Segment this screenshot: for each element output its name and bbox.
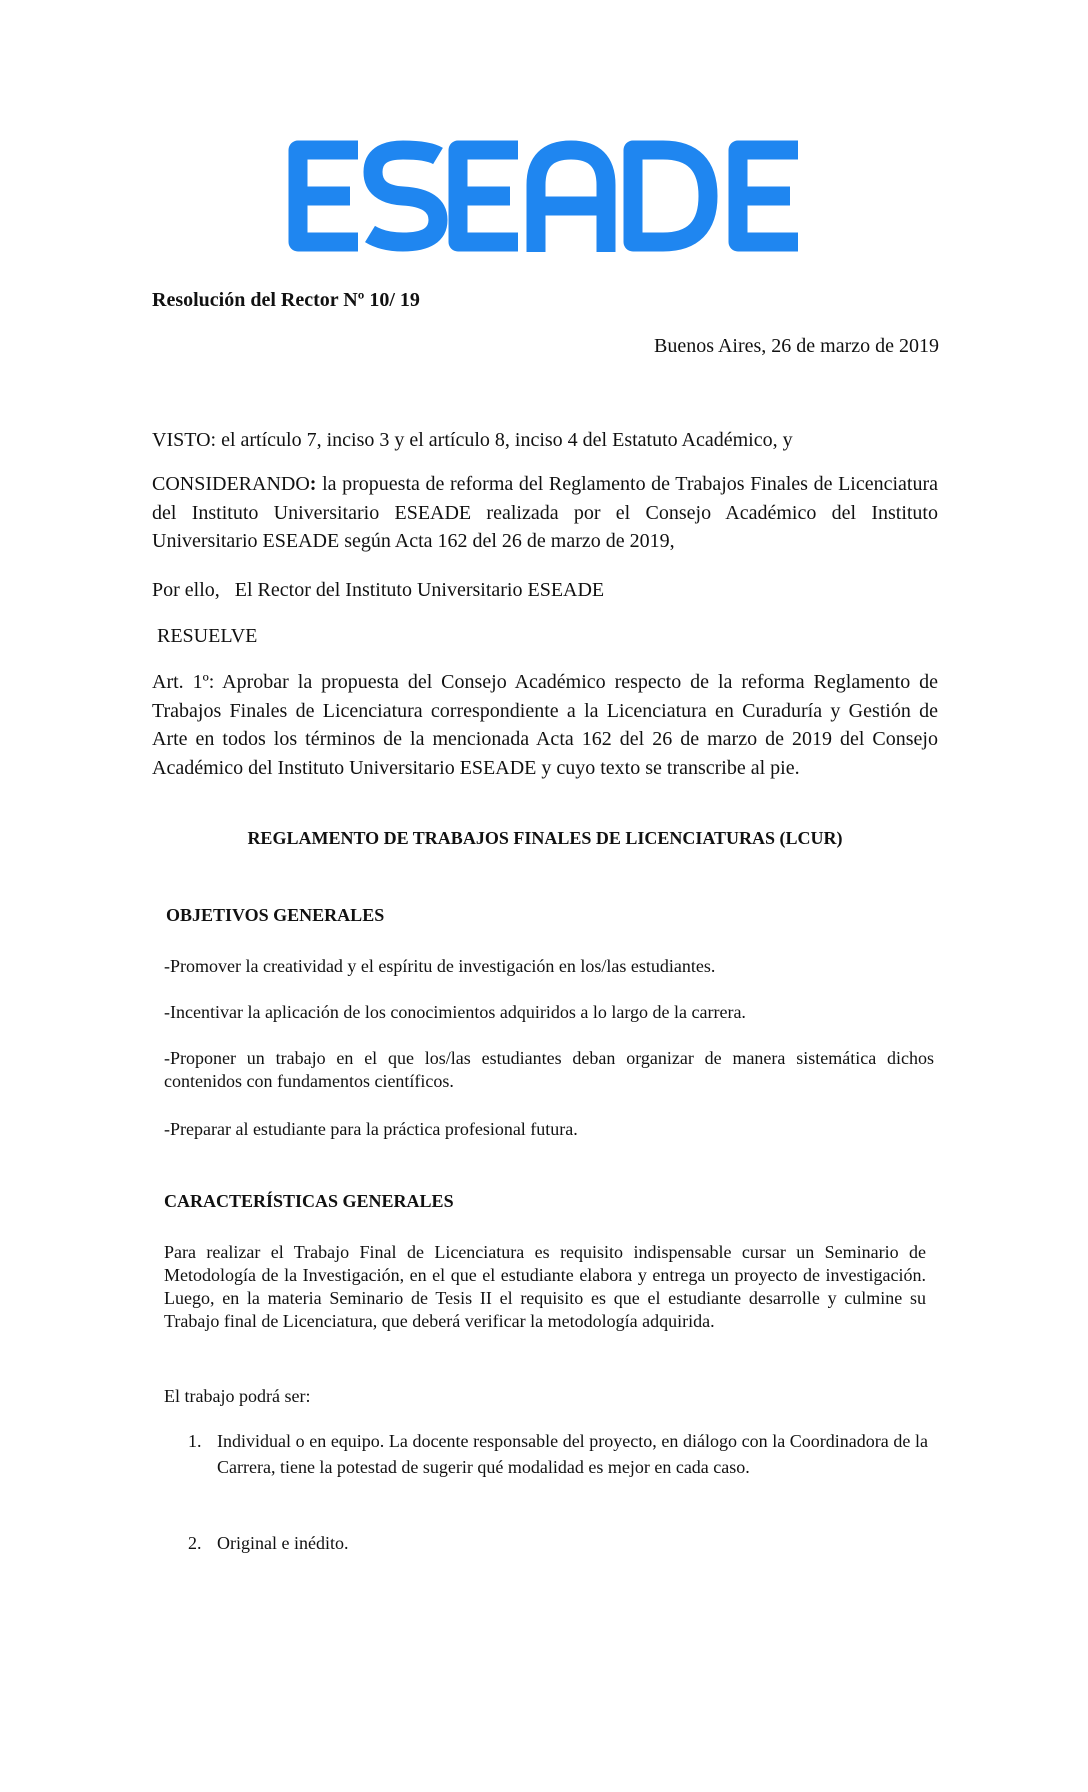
trabajo-podra-ser: El trabajo podrá ser: xyxy=(164,1386,311,1406)
objetivo-item: -Proponer un trabajo en el que los/las estudiantes deban organizar de manera sistemática dichos contenidos con fundamentos científicos. xyxy=(164,1048,934,1091)
caracteristicas-heading: CARACTERÍSTICAS GENERALES xyxy=(164,1191,454,1211)
list-item-text: Original e inédito. xyxy=(217,1533,349,1553)
objetivo-item: -Incentivar la aplicación de los conocimientos adquiridos a lo largo de la carrera. xyxy=(164,1002,746,1022)
place-date: Buenos Aires, 26 de marzo de 2019 xyxy=(654,335,939,357)
considerando-text: la propuesta de reforma del Reglamento de Trabajos Finales de Licenciatura del Instituto Universitario ESEADE realizada por el Consejo Académico del Instituto Universitario ESEADE según Acta 162 del 26 de marzo de 2019, xyxy=(152,473,938,552)
por-ello-paragraph: Por ello, El Rector del Instituto Universitario ESEADE xyxy=(152,579,605,601)
considerando-paragraph xyxy=(152,470,938,556)
resolution-title: Resolución del Rector Nº 10/ 19 xyxy=(152,289,420,311)
list-item-number: 2. xyxy=(188,1533,202,1553)
list-item-number: 1. xyxy=(188,1431,202,1451)
considerando-label: CONSIDERANDO xyxy=(152,473,310,495)
list-item xyxy=(188,1428,928,1480)
caracteristicas-paragraph: Para realizar el Trabajo Final de Licenciatura es requisito indispensable cursar un Seminario de Metodología de la Investigación, en el que el estudiante elabora y entrega un proyecto de investigación. Luego, en la materia Seminario de Tesis II el requisito es que el estudiante desarrolle y culmine su Trabajo final de Licenciatura, que deberá verificar la metodología adquirida. xyxy=(164,1242,926,1331)
resuelve-heading: RESUELVE xyxy=(157,625,258,647)
objetivo-item: -Preparar al estudiante para la práctica profesional futura. xyxy=(164,1119,578,1139)
objetivo-item: -Promover la creatividad y el espíritu de investigación en los/las estudiantes. xyxy=(164,956,716,976)
visto-paragraph: VISTO: el artículo 7, inciso 3 y el artículo 8, inciso 4 del Estatuto Académico, y xyxy=(152,429,793,451)
objetivos-heading: OBJETIVOS GENERALES xyxy=(166,905,385,925)
list-item xyxy=(188,1530,928,1556)
considerando-colon: : xyxy=(309,473,317,495)
reglamento-title: REGLAMENTO DE TRABAJOS FINALES DE LICENCIATURAS (LCUR) xyxy=(247,828,843,848)
list-item-text: Individual o en equipo. La docente responsable del proyecto, en diálogo con la Coordinadora de la Carrera, tiene la potestad de sugerir qué modalidad es mejor en cada caso. xyxy=(217,1431,928,1477)
article-1-paragraph: Art. 1º: Aprobar la propuesta del Consejo Académico respecto de la reforma Reglamento de Trabajos Finales de Licenciatura correspondiente a la Licenciatura en Curaduría y Gestión de Arte en todos los términos de la mencionada Acta 162 del 26 de marzo de 2019 del Consejo Académico del Instituto Universitario ESEADE y cuyo texto se transcribe al pie. xyxy=(152,671,938,779)
eseade-logo xyxy=(288,140,808,252)
